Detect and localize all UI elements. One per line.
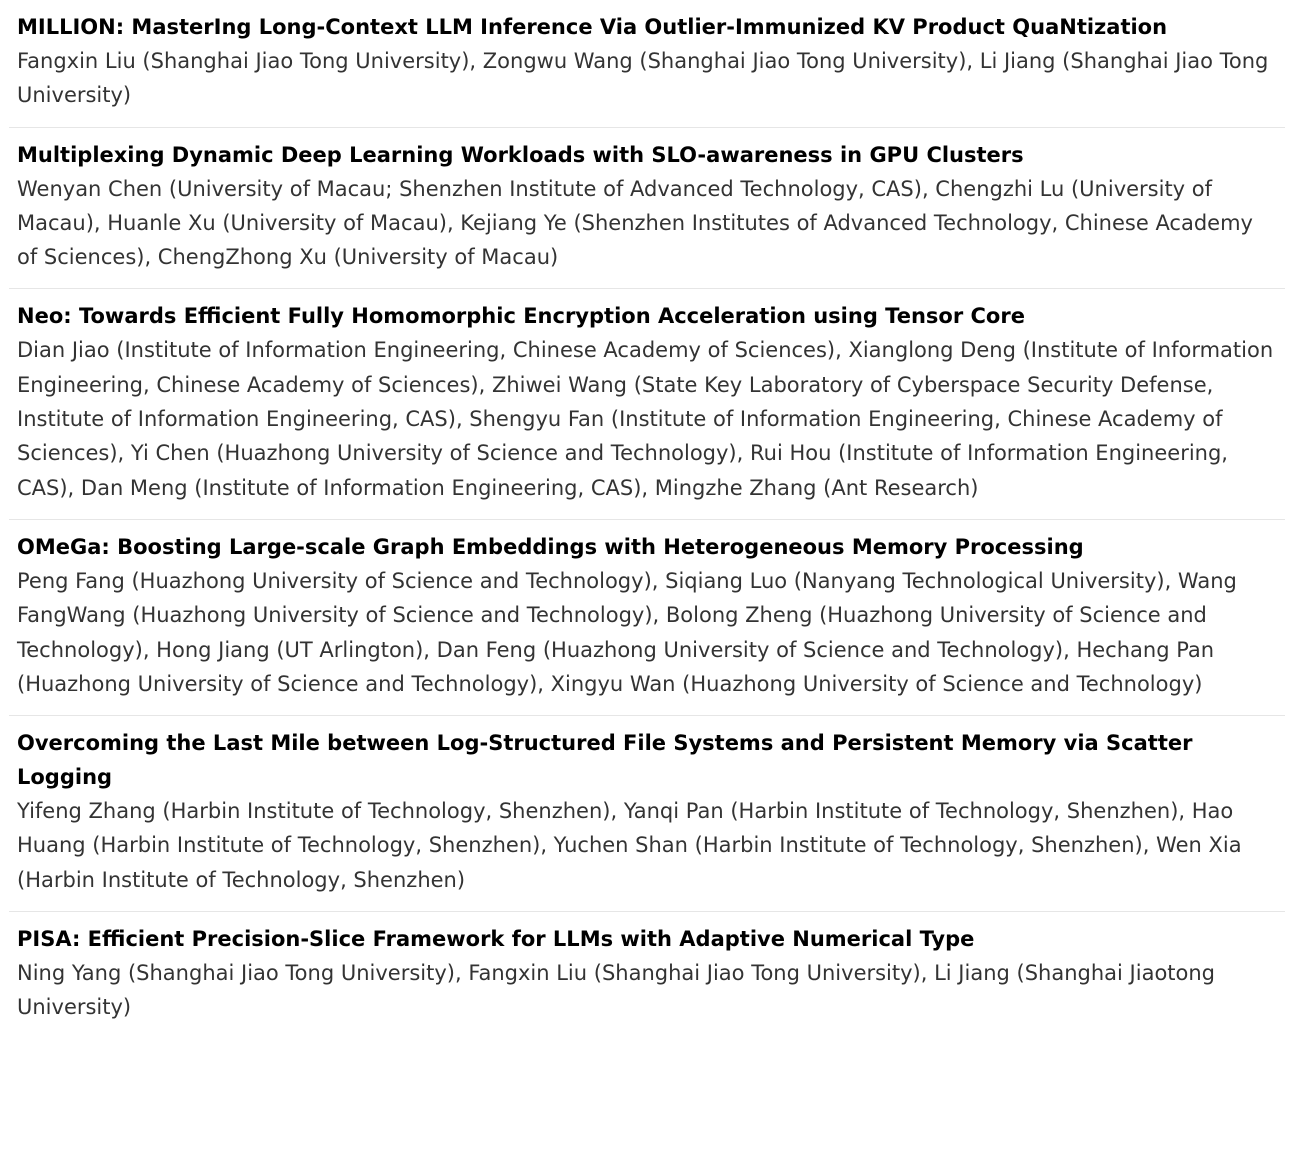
- paper-entry: [9, 0, 1285, 128]
- paper-entry: [9, 520, 1285, 716]
- paper-entry: [9, 128, 1285, 290]
- paper-authors: Ning Yang (Shanghai Jiao Tong University), Fangxin Liu (Shanghai Jiao Tong University), Li Jiang (Shanghai Jiaotong University): [17, 961, 1216, 1020]
- paper-entry: [9, 912, 1285, 1039]
- paper-authors: Yifeng Zhang (Harbin Institute of Technology, Shenzhen), Yanqi Pan (Harbin Institute of Technology, Shenzhen), Hao Huang (Harbin Institute of Technology, Shenzhen), Yuchen Shan (Harbin Institute of Technology, Shenzhen), Wen Xia (Harbin Institute of Technology, Shenzhen): [17, 799, 1242, 892]
- paper-title: PISA: Efficient Precision-Slice Framework for LLMs with Adaptive Numerical Type: [17, 927, 975, 952]
- paper-authors: Fangxin Liu (Shanghai Jiao Tong University), Zongwu Wang (Shanghai Jiao Tong University), Li Jiang (Shanghai Jiao Tong University): [17, 49, 1269, 108]
- paper-title: Overcoming the Last Mile between Log-Structured File Systems and Persistent Memory via Scatter Logging: [17, 731, 1193, 790]
- paper-title: Neo: Towards Efficient Fully Homomorphic Encryption Acceleration using Tensor Core: [17, 304, 1025, 329]
- paper-title: Multiplexing Dynamic Deep Learning Workloads with SLO-awareness in GPU Clusters: [17, 142, 1024, 167]
- paper-entry: [9, 716, 1285, 912]
- paper-title: OMeGa: Boosting Large-scale Graph Embeddings with Heterogeneous Memory Processing: [17, 534, 1084, 559]
- paper-authors: Dian Jiao (Institute of Information Engineering, Chinese Academy of Sciences), Xianglong Deng (Institute of Information Engineering, Chinese Academy of Sciences), Zhiwei Wang (State Key Laboratory of Cyberspace Security Defense, Institute of Information Engineering, CAS), Shengyu Fan (Institute of Information Engineering, Chinese Academy of Sciences), Yi Chen (Huazhong University of Science and Technology), Rui Hou (Institute of Information Engineering, CAS), Dan Meng (Institute of Information Engineering, CAS), Mingzhe Zhang (Ant Research): [17, 338, 1274, 500]
- paper-title: MILLION: MasterIng Long-Context LLM Inference Via Outlier-Immunized KV Product QuaNtization: [17, 15, 1168, 39]
- paper-entry: [9, 289, 1285, 519]
- paper-authors: Peng Fang (Huazhong University of Science and Technology), Siqiang Luo (Nanyang Technological University), Wang FangWang (Huazhong University of Science and Technology), Bolong Zheng (Huazhong University of Science and Technology), Hong Jiang (UT Arlington), Dan Feng (Huazhong University of Science and Technology), Hechang Pan (Huazhong University of Science and Technology), Xingyu Wan (Huazhong University of Science and Technology): [17, 568, 1237, 696]
- paper-authors: Wenyan Chen (University of Macau; Shenzhen Institute of Advanced Technology, CAS), Chengzhi Lu (University of Macau), Huanle Xu (University of Macau), Kejiang Ye (Shenzhen Institutes of Advanced Technology, Chinese Academy of Sciences), ChengZhong Xu (University of Macau): [17, 176, 1253, 270]
